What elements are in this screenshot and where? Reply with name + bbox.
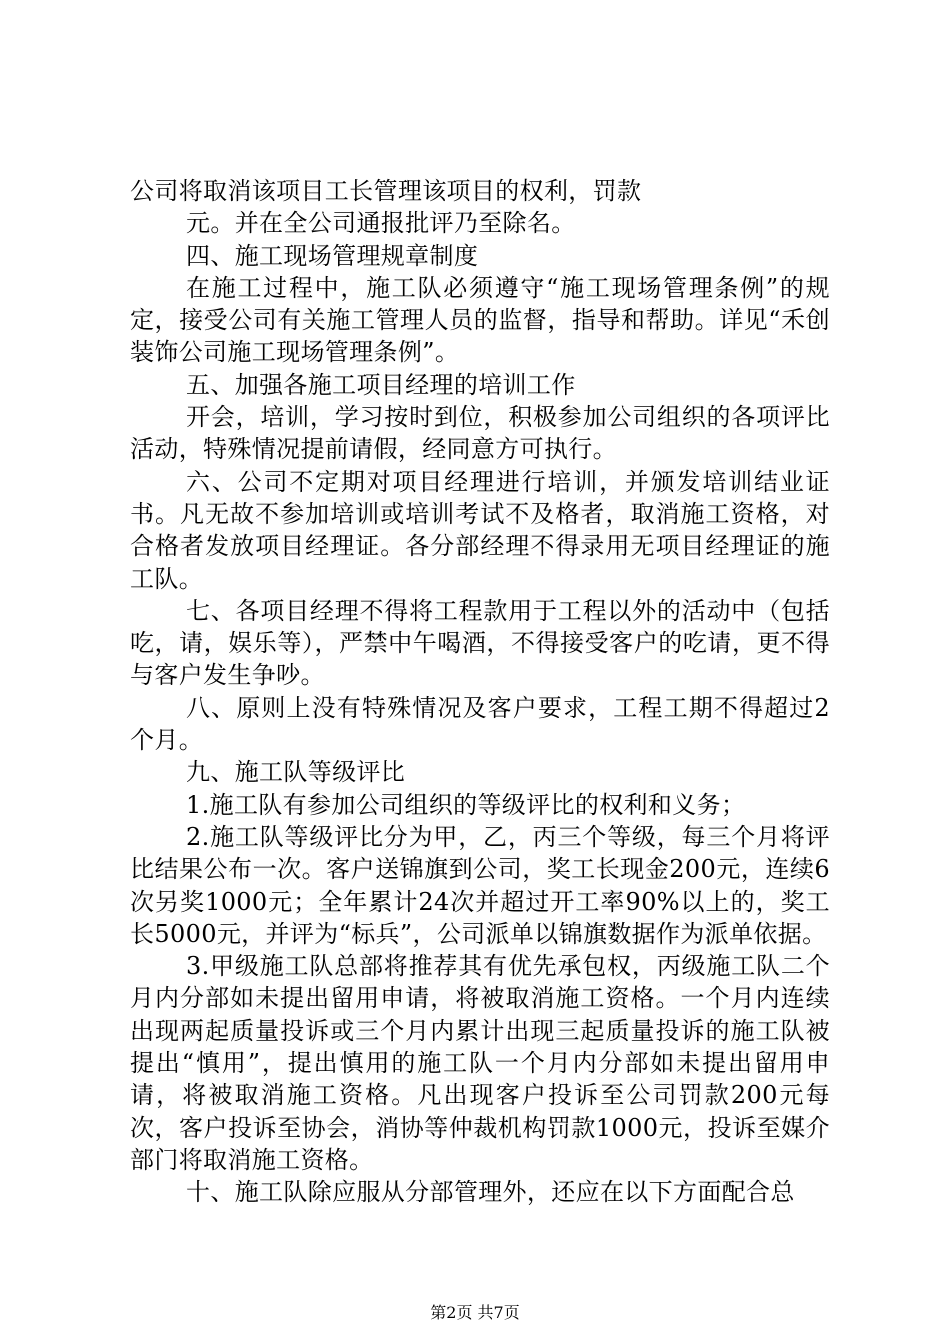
- section-heading-4: 四、施工现场管理规章制度: [186, 241, 479, 270]
- list-item-3: 3.甲级施工队总部将推荐其有优先承包权，丙级施工队二个月内分部如未提出留用申请，将被取消施工资格。一个月内连续出现两起质量投诉或三个月内累计出现三起质量投诉的施工队被提出“慎用”，提出慎用的施工队一个月内分部如未提出留用申请，将被取消施工资格。凡出现客户投诉至公司罚款200元每次，客户投诉至协会，消协等仲裁机构罚款1000元，投诉至媒介部门将取消施工资格。: [130, 952, 830, 1174]
- section-heading-9: 九、施工队等级评比: [186, 758, 406, 787]
- paragraph-training: 六、公司不定期对项目经理进行培训，并颁发培训结业证书。凡无故不参加培训或培训考试不及格者，取消施工资格，对合格者发放项目经理证。各分部经理不得录用无项目经理证的施工队。: [130, 467, 830, 593]
- paragraph-meetings: 开会，培训，学习按时到位，积极参加公司组织的各项评比活动，特殊情况提前请假，经同意方可执行。: [130, 403, 830, 464]
- paragraph-site-rules: 在施工过程中，施工队必须遵守“施工现场管理条例”的规定，接受公司有关施工管理人员的监督，指导和帮助。详见“禾创装饰公司施工现场管理条例”。: [130, 273, 830, 367]
- list-item-2: 2.施工队等级评比分为甲，乙，丙三个等级，每三个月将评比结果公布一次。客户送锦旗到公司，奖工长现金200元，连续6次另奖1000元；全年累计24次并超过开工率90%以上的，奖工长5000元，并评为“标兵”，公司派单以锦旗数据作为派单依据。: [130, 822, 830, 948]
- paragraph-funds: 七、各项目经理不得将工程款用于工程以外的活动中（包括吃，请，娱乐等），严禁中午喝酒，不得接受客户的吃请，更不得与客户发生争吵。: [130, 596, 830, 690]
- section-heading-10: 十、施工队除应服从分部管理外，还应在以下方面配合总: [186, 1178, 795, 1207]
- paragraph-schedule: 八、原则上没有特殊情况及客户要求，工程工期不得超过2个月。: [130, 693, 830, 755]
- section-heading-5: 五、加强各施工项目经理的培训工作: [186, 370, 576, 399]
- page-number: 第2页 共7页: [430, 1303, 520, 1322]
- paragraph-penalty-continued: 公司将取消该项目工长管理该项目的权利，罚款: [130, 177, 642, 205]
- list-item-1: 1.施工队有参加公司组织的等级评比的权利和义务；: [186, 790, 746, 819]
- document-body: [130, 175, 830, 1209]
- paragraph-penalty-amount: 元。并在全公司通报批评乃至除名。: [186, 209, 576, 238]
